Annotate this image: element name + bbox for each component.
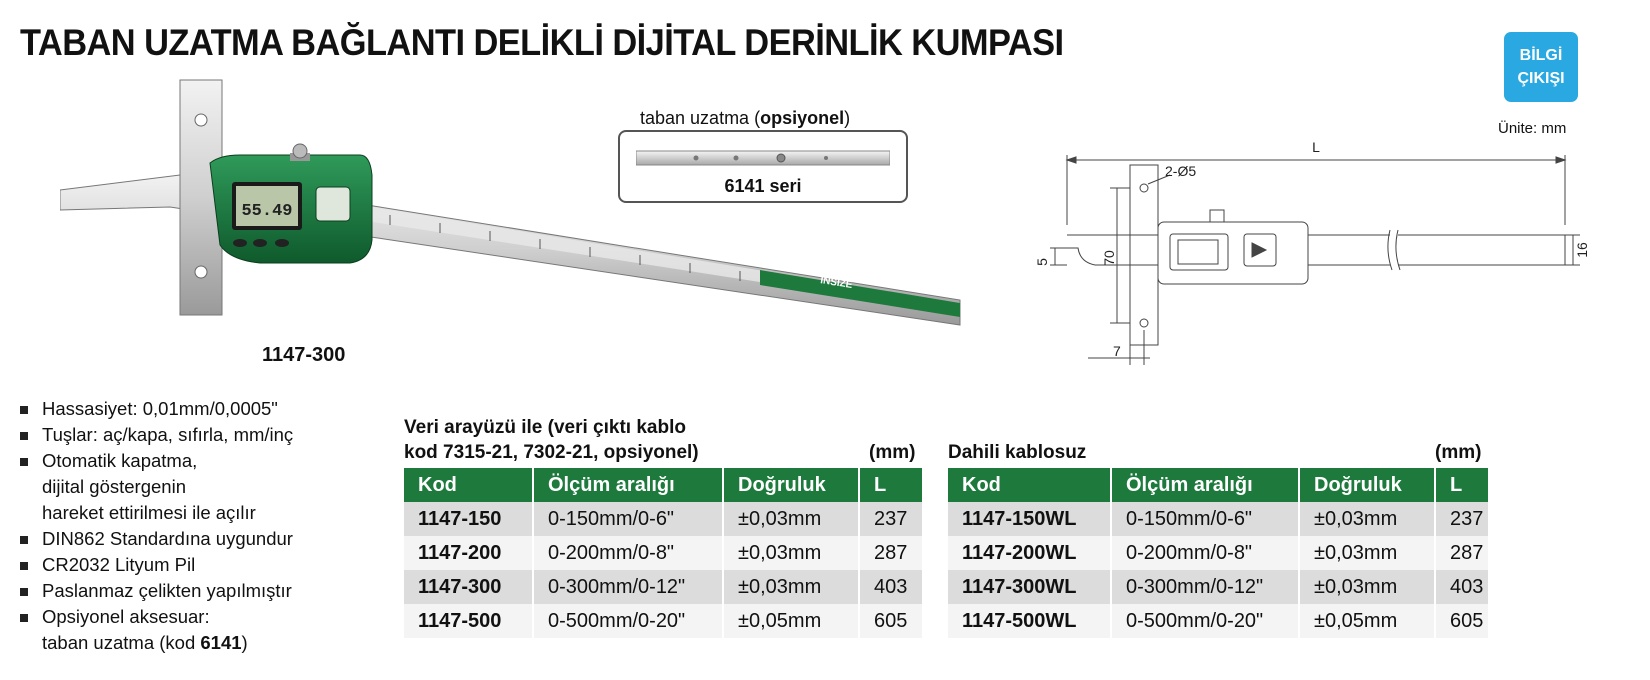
cell-length: 605 — [1435, 604, 1488, 638]
cell-range: 0-200mm/0-8" — [533, 536, 723, 570]
cell-accuracy: ±0,03mm — [723, 536, 859, 570]
cell-accuracy: ±0,03mm — [1299, 502, 1435, 536]
feature-item-continued — [18, 630, 293, 656]
accessory-caption — [640, 108, 850, 129]
mm-inch-button — [275, 239, 289, 247]
unit-note: Ünite: mm — [1498, 120, 1567, 137]
table-row — [948, 502, 1488, 536]
cell-range: 0-150mm/0-6" — [533, 502, 723, 536]
badge-line-1: BİLGİ — [1519, 47, 1563, 64]
base-hole-top — [195, 114, 207, 126]
wired-spec-table — [404, 468, 922, 638]
cell-length: 403 — [859, 570, 922, 604]
dim-5-label: 5 — [1034, 258, 1050, 266]
wireless-table-unit: (mm) — [1435, 442, 1482, 463]
table-row — [404, 604, 922, 638]
cell-range: 0-300mm/0-12" — [1111, 570, 1299, 604]
feature-text-end: ) — [241, 632, 248, 653]
base-extension-image — [636, 148, 890, 168]
col-length: L — [1435, 468, 1488, 502]
cell-accuracy: ±0,03mm — [723, 502, 859, 536]
table-row — [404, 536, 922, 570]
table-row — [404, 502, 922, 536]
badge-line-2: ÇIKIŞI — [1517, 70, 1565, 87]
table-row — [404, 570, 922, 604]
col-accuracy: Doğruluk — [723, 468, 859, 502]
accessory-series-label: 6141 seri — [724, 176, 802, 196]
dim-70-label: 70 — [1101, 250, 1117, 266]
cell-code: 1147-150WL — [948, 502, 1111, 536]
cell-accuracy: ±0,03mm — [1299, 570, 1435, 604]
cell-length: 287 — [1435, 536, 1488, 570]
wired-table-caption-2: kod 7315-21, 7302-21, opsiyonel) — [404, 442, 699, 463]
cell-range: 0-200mm/0-8" — [1111, 536, 1299, 570]
cell-range: 0-500mm/0-20" — [1111, 604, 1299, 638]
cell-accuracy: ±0,03mm — [723, 570, 859, 604]
dim-l-label: L — [1312, 139, 1320, 155]
cell-length: 287 — [859, 536, 922, 570]
col-accuracy: Doğruluk — [1299, 468, 1435, 502]
feature-item: CR2032 Lityum Pil — [18, 552, 293, 578]
cell-length: 237 — [1435, 502, 1488, 536]
on-off-button — [233, 239, 247, 247]
brand-logo: INSIZE — [819, 275, 854, 292]
col-length: L — [859, 468, 922, 502]
cell-range: 0-300mm/0-12" — [533, 570, 723, 604]
wireless-button — [316, 187, 350, 221]
feature-text: taban uzatma (kod — [42, 632, 201, 653]
table-row — [948, 570, 1488, 604]
feature-item: Paslanmaz çelikten yapılmıştır — [18, 578, 293, 604]
col-range: Ölçüm aralığı — [533, 468, 723, 502]
data-output-badge — [1504, 32, 1578, 102]
feature-item: Tuşlar: aç/kapa, sıfırla, mm/inç — [18, 422, 293, 448]
cell-range: 0-500mm/0-20" — [533, 604, 723, 638]
feature-item: DIN862 Standardına uygundur — [18, 526, 293, 552]
cell-code: 1147-200WL — [948, 536, 1111, 570]
accessory-caption-prefix: taban uzatma ( — [640, 108, 761, 128]
cell-length: 403 — [1435, 570, 1488, 604]
table-row — [948, 536, 1488, 570]
wired-table-unit: (mm) — [869, 442, 916, 463]
feature-list — [18, 396, 293, 656]
page-title: TABAN UZATMA BAĞLANTI DELİKLİ DİJİTAL DERİNLİK KUMPASI — [20, 22, 1064, 63]
col-code: Kod — [948, 468, 1111, 502]
accessory-caption-suffix: ) — [844, 108, 851, 128]
dim-7-label: 7 — [1113, 343, 1121, 359]
col-code: Kod — [404, 468, 533, 502]
dim-holes-label: 2-Ø5 — [1165, 163, 1197, 179]
base-hole-bottom — [195, 266, 207, 278]
cell-accuracy: ±0,05mm — [723, 604, 859, 638]
feature-item-continued: dijital göstergenin — [42, 476, 186, 497]
lcd-reading: 55.49 — [241, 202, 293, 221]
cell-range: 0-150mm/0-6" — [1111, 502, 1299, 536]
cell-code: 1147-500WL — [948, 604, 1111, 638]
wireless-spec-table — [948, 468, 1488, 638]
feature-code: 6141 — [200, 632, 242, 653]
cell-length: 605 — [859, 604, 922, 638]
col-range: Ölçüm aralığı — [1111, 468, 1299, 502]
zero-button — [253, 239, 267, 247]
dim-16-label: 16 — [1574, 242, 1590, 258]
cell-code: 1147-500 — [404, 604, 533, 638]
cell-code: 1147-300WL — [948, 570, 1111, 604]
product-model-label: 1147-300 — [262, 344, 346, 366]
technical-drawing — [1020, 130, 1590, 395]
cell-code: 1147-150 — [404, 502, 533, 536]
feature-item: Hassasiyet: 0,01mm/0,0005" — [18, 396, 293, 422]
cell-accuracy: ±0,03mm — [1299, 536, 1435, 570]
feature-item-continued: hareket ettirilmesi ile açılır — [42, 502, 256, 523]
cell-length: 237 — [859, 502, 922, 536]
wireless-table-caption: Dahili kablosuz — [948, 442, 1087, 463]
feature-item: Otomatik kapatma, — [18, 448, 293, 474]
table-row — [948, 604, 1488, 638]
wired-table-caption-1: Veri arayüzü ile (veri çıktı kablo — [404, 417, 686, 438]
cell-code: 1147-300 — [404, 570, 533, 604]
accessory-caption-bold: opsiyonel — [760, 108, 845, 128]
cell-accuracy: ±0,05mm — [1299, 604, 1435, 638]
cell-code: 1147-200 — [404, 536, 533, 570]
feature-item: Opsiyonel aksesuar: — [18, 604, 293, 630]
